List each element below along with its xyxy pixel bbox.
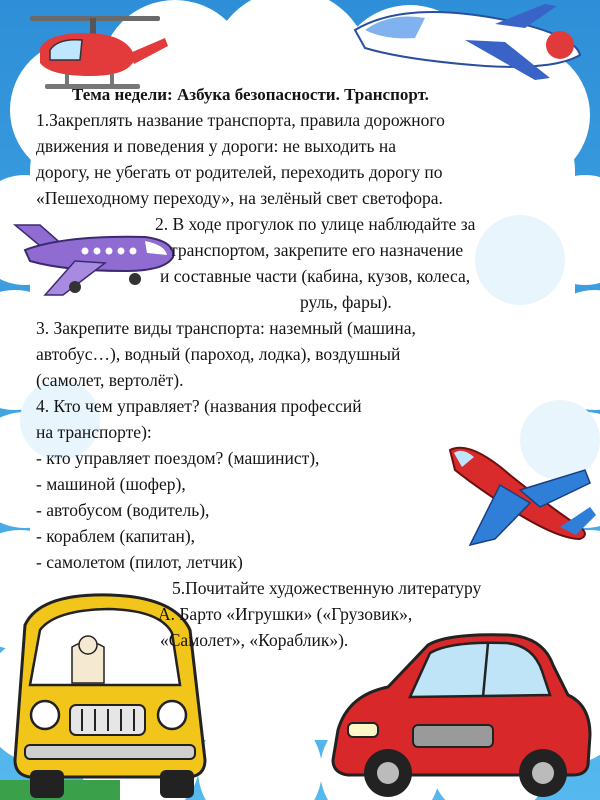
item2-line-2: транспортом, закрепите его назначение — [170, 240, 464, 260]
item4-list-item-3: - автобусом (водитель), — [36, 500, 210, 520]
item3-line-3: (самолет, вертолёт). — [36, 370, 184, 390]
item1-line-4: «Пешеходному переходу», на зелёный свет светофора. — [36, 188, 443, 208]
item5-line-1: 5.Почитайте художественную литературу — [172, 578, 482, 598]
item5-line-2: А. Барто «Игрушки» («Грузовик», — [158, 604, 413, 624]
red-plane-illustration — [440, 435, 600, 555]
item5-line-3: «Самолет», «Кораблик»). — [160, 630, 349, 650]
item1-line-2: движения и поведения у дороги: не выходить на — [36, 136, 397, 156]
item1-line-3: дорогу, не убегать от родителей, переходить дорогу по — [36, 162, 443, 182]
purple-plane-illustration — [5, 195, 180, 305]
item2-line-3: и составные части (кабина, кузов, колеса, — [160, 266, 471, 286]
item4-list-item-2: - машиной (шофер), — [36, 474, 186, 494]
item3-line-2: автобус…), водный (пароход, лодка), воздушный — [36, 344, 401, 364]
red-car-illustration — [318, 625, 600, 800]
item2-line-4: руль, фары). — [300, 292, 392, 312]
item4-list-item-5: - самолетом (пилот, летчик) — [36, 552, 243, 572]
item3-line-1: 3. Закрепите виды транспорта: наземный (машина, — [36, 318, 416, 338]
item4-list-item-1: - кто управляет поездом? (машинист), — [36, 448, 320, 468]
jet-plane-illustration — [345, 0, 600, 90]
page-title: Тема недели: Азбука безопасности. Транспорт. — [72, 85, 429, 104]
item4-list-item-4: - кораблем (капитан), — [36, 526, 196, 546]
item2-line-1: 2. В ходе прогулок по улице наблюдайте за — [155, 214, 476, 234]
item4-line-2: на транспорте): — [36, 422, 152, 442]
item1-line-1: 1.Закреплять название транспорта, правила дорожного — [36, 110, 445, 130]
item4-line-1: 4. Кто чем управляет? (названия профессий — [36, 396, 362, 416]
